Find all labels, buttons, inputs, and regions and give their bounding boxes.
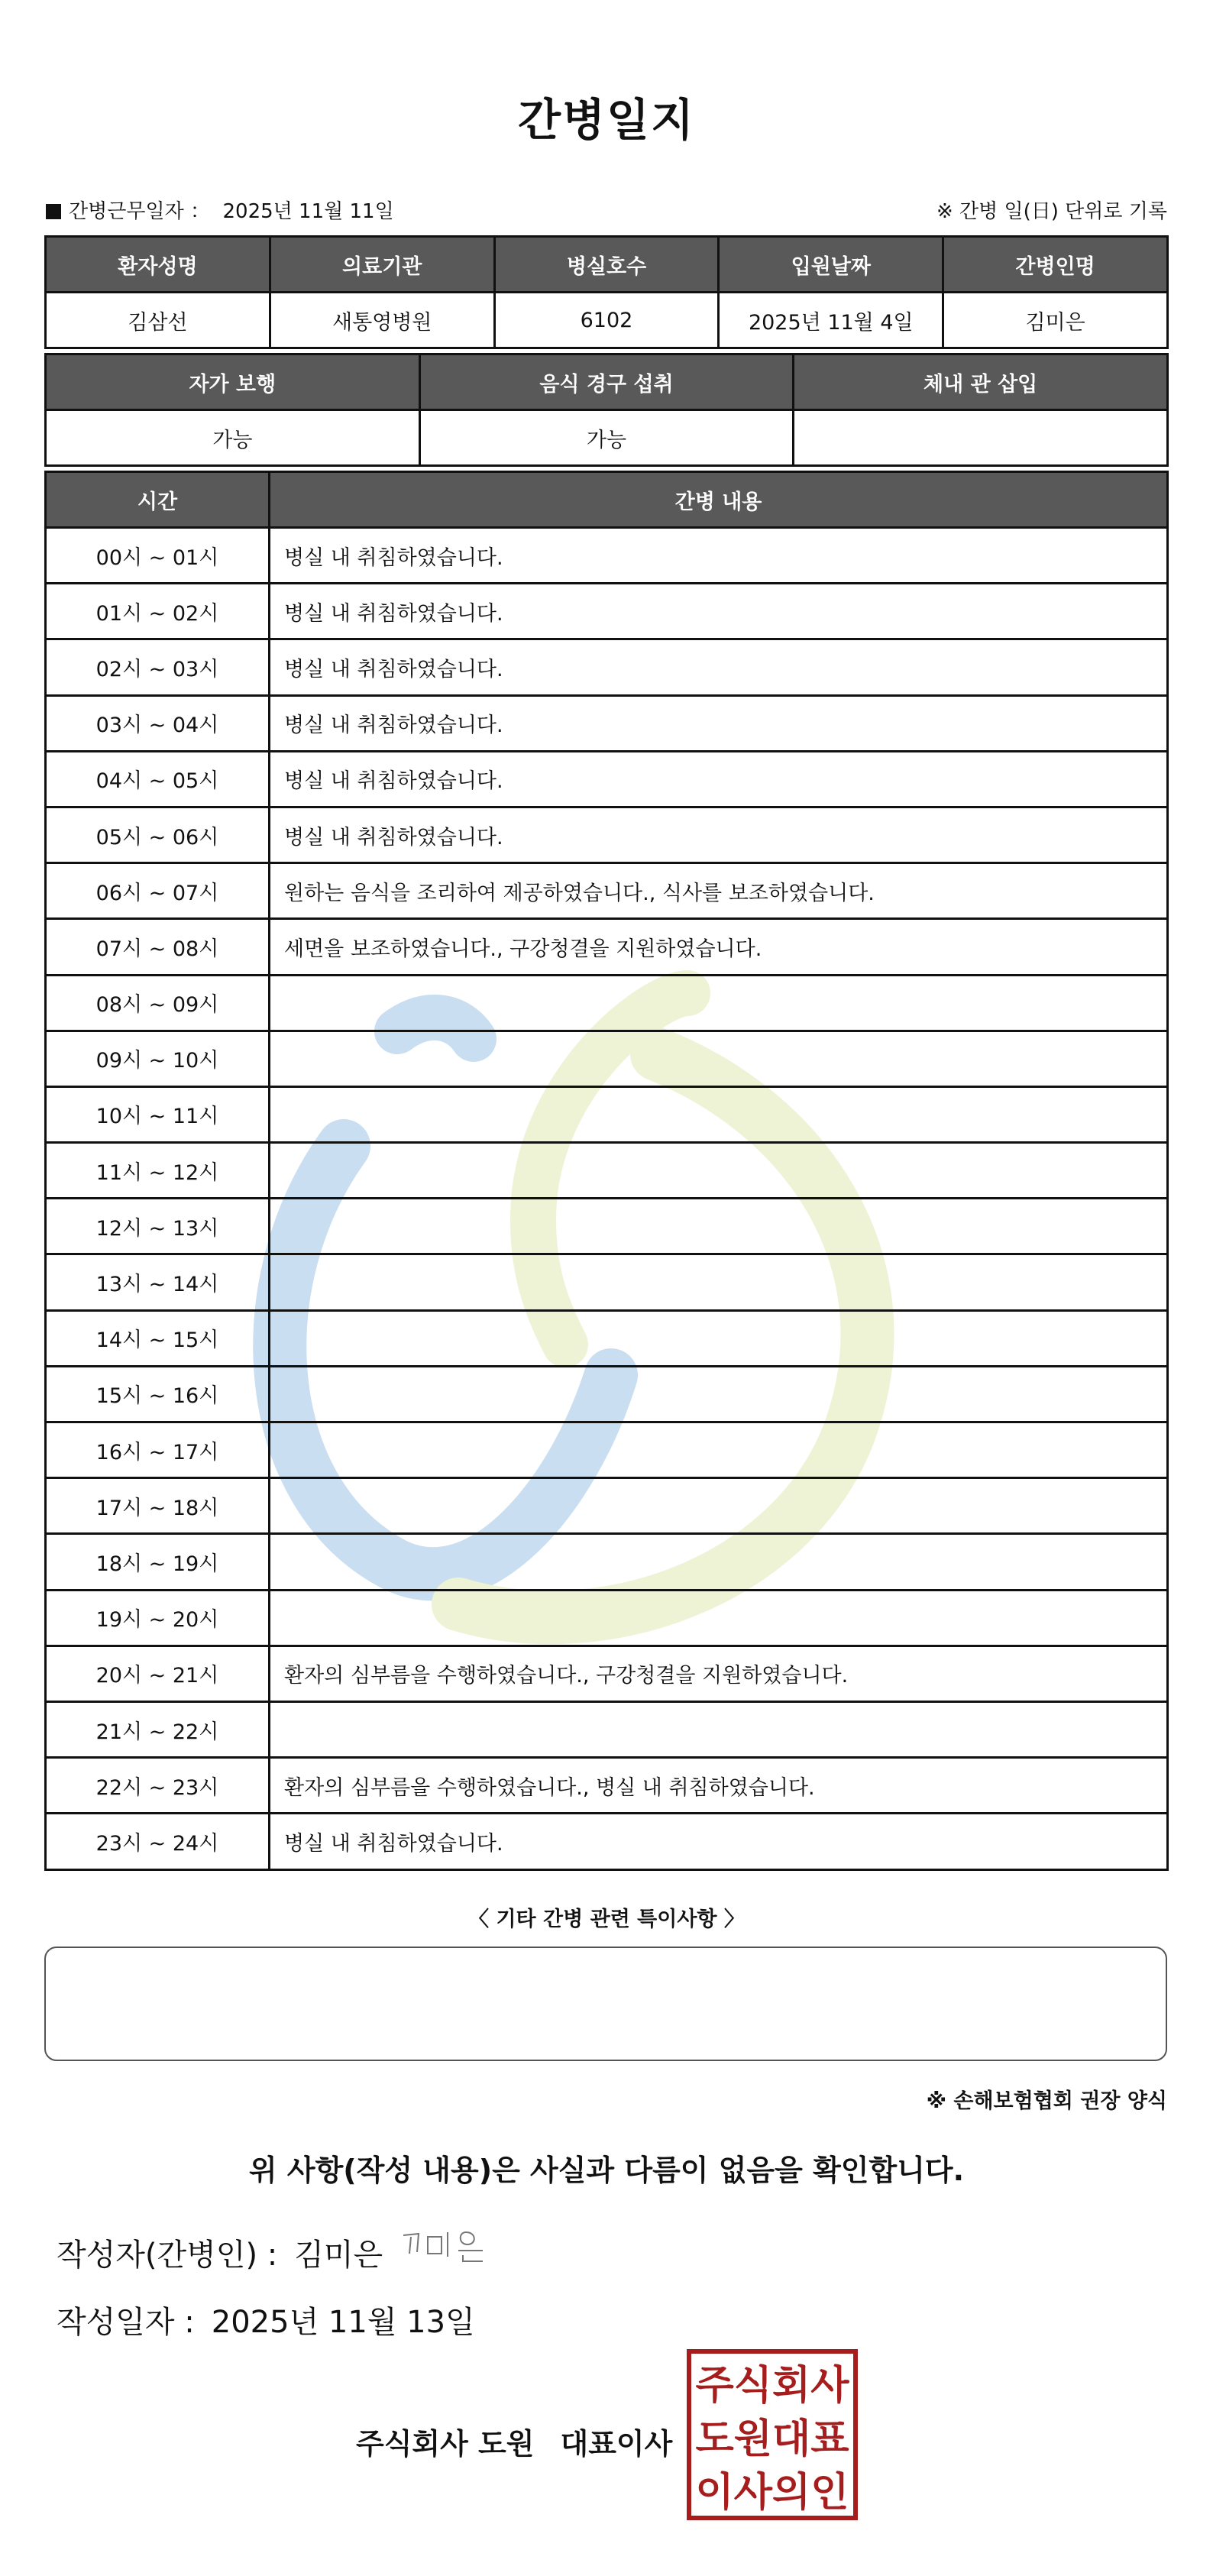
care-content-cell [270,1086,1168,1142]
table-row [46,863,1168,919]
care-content-cell: 병실 내 취침하였습니다. [270,584,1168,639]
company-seal-icon [686,2348,859,2521]
written-date-label: 작성일자 : [57,2305,195,2340]
care-log-rows [46,528,1168,1870]
table-row [46,1758,1168,1814]
header-care-content: 간병 내용 [270,472,1168,528]
care-content-cell [270,1366,1168,1422]
time-cell: 03시 ~ 04시 [46,695,270,751]
table-row [46,1646,1168,1701]
self-walking: 가능 [46,410,420,466]
time-cell: 13시 ~ 14시 [46,1254,270,1310]
time-cell: 11시 ~ 12시 [46,1143,270,1199]
care-content-cell: 환자의 심부름을 수행하였습니다., 병실 내 취침하였습니다. [270,1758,1168,1814]
notes-box [44,1947,1167,2061]
table-row [46,1366,1168,1422]
work-date [46,196,394,224]
table-row [46,584,1168,639]
time-cell: 14시 ~ 15시 [46,1310,270,1366]
care-content-cell [270,1590,1168,1646]
care-log-table [44,471,1169,1871]
svg-text:주식회사: 주식회사 [695,2363,849,2409]
table-row [46,919,1168,975]
care-content-cell: 병실 내 취침하였습니다. [270,751,1168,807]
care-content-cell: 병실 내 취침하였습니다. [270,695,1168,751]
written-date-line [57,2298,475,2341]
time-cell: 20시 ~ 21시 [46,1646,270,1701]
table-row [46,1814,1168,1869]
work-date-row [46,191,1167,225]
table-row [46,751,1168,807]
care-content-cell [270,975,1168,1031]
header-patient-name: 환자성명 [46,237,270,293]
time-cell: 22시 ~ 23시 [46,1758,270,1814]
table-row [46,975,1168,1031]
time-cell: 12시 ~ 13시 [46,1199,270,1254]
table-row [46,1310,1168,1366]
time-cell: 04시 ~ 05시 [46,751,270,807]
header-time: 시간 [46,472,270,528]
header-oral-intake: 음식 경구 섭취 [419,354,794,410]
recommendation-note: ※ 손해보험협회 권장 양식 [926,2089,1167,2113]
care-content-cell [270,1254,1168,1310]
hospital: 새통영병원 [270,293,494,348]
time-cell: 16시 ~ 17시 [46,1422,270,1478]
table-row [46,1534,1168,1590]
care-content-cell [270,1031,1168,1086]
table-row [46,528,1168,584]
company-name: 주식회사 도원 [356,2427,535,2461]
writer-line [57,2231,383,2274]
table-row [46,1086,1168,1142]
time-cell: 21시 ~ 22시 [46,1701,270,1757]
company-line [356,2420,672,2462]
header-caregiver-name: 간병인명 [943,237,1168,293]
time-cell: 07시 ~ 08시 [46,919,270,975]
confirmation-statement: 위 사항(작성 내용)은 사실과 다름이 없음을 확인합니다. [248,2154,965,2187]
care-content-cell: 세면을 보조하였습니다., 구강청결을 지원하였습니다. [270,919,1168,975]
time-cell: 09시 ~ 10시 [46,1031,270,1086]
patient-info-table [44,235,1169,349]
care-content-cell: 병실 내 취침하였습니다. [270,1814,1168,1869]
time-cell: 00시 ~ 01시 [46,528,270,584]
time-cell: 02시 ~ 03시 [46,639,270,695]
header-self-walking: 자가 보행 [46,354,420,410]
square-bullet-icon [46,204,61,219]
company-title: 대표이사 [560,2427,673,2461]
header-hospital: 의료기관 [270,237,494,293]
svg-text:도원대표: 도원대표 [695,2416,849,2462]
care-content-cell: 병실 내 취침하였습니다. [270,639,1168,695]
header-admission-date: 입원날짜 [719,237,943,293]
patient-status-table [44,353,1169,467]
time-cell: 08시 ~ 09시 [46,975,270,1031]
care-content-cell: 원하는 음식을 조리하여 제공하였습니다., 식사를 보조하였습니다. [270,863,1168,919]
svg-text:이사의인: 이사의인 [695,2470,849,2516]
time-cell: 17시 ~ 18시 [46,1478,270,1534]
time-cell: 10시 ~ 11시 [46,1086,270,1142]
care-content-cell [270,1478,1168,1534]
writer-name: 김미은 [294,2238,383,2273]
tube-insertion [794,410,1168,466]
table-row [46,1590,1168,1646]
time-cell: 23시 ~ 24시 [46,1814,270,1869]
page-title: 간병일지 [517,94,696,146]
notes-title: 〈 기타 간병 관련 특이사항 〉 [468,1908,745,1931]
table-row [46,1199,1168,1254]
table-row [46,695,1168,751]
care-content-cell [270,1199,1168,1254]
writer-label: 작성자(간병인) : [57,2238,278,2273]
time-cell: 18시 ~ 19시 [46,1534,270,1590]
care-content-cell [270,1534,1168,1590]
care-content-cell: 병실 내 취침하였습니다. [270,807,1168,862]
work-date-value: 2025년 11월 11일 [222,200,394,223]
time-cell: 05시 ~ 06시 [46,807,270,862]
handwritten-signature-icon [397,2222,504,2267]
time-cell: 06시 ~ 07시 [46,863,270,919]
time-cell: 15시 ~ 16시 [46,1366,270,1422]
time-cell: 19시 ~ 20시 [46,1590,270,1646]
table-row [46,1031,1168,1086]
written-date-value: 2025년 11월 13일 [211,2305,475,2340]
table-row [46,807,1168,862]
care-content-cell: 병실 내 취침하였습니다. [270,528,1168,584]
care-content-cell [270,1422,1168,1478]
care-content-cell: 환자의 심부름을 수행하였습니다., 구강청결을 지원하였습니다. [270,1646,1168,1701]
table-row [46,1701,1168,1757]
header-tube-insertion: 체내 관 삽입 [794,354,1168,410]
room-number: 6102 [494,293,719,348]
header-room-number: 병실호수 [494,237,719,293]
daily-record-note: ※ 간병 일(日) 단위로 기록 [936,200,1167,223]
table-row [46,1254,1168,1310]
work-date-label: 간병근무일자 ： [69,200,210,223]
oral-intake: 가능 [419,410,794,466]
patient-name: 김삼선 [46,293,270,348]
care-content-cell [270,1310,1168,1366]
table-row [46,1143,1168,1199]
care-content-cell [270,1143,1168,1199]
time-cell: 01시 ~ 02시 [46,584,270,639]
care-content-cell [270,1701,1168,1757]
caregiver-name: 김미은 [943,293,1168,348]
table-row [46,1478,1168,1534]
table-row [46,1422,1168,1478]
table-row [46,639,1168,695]
admission-date: 2025년 11월 4일 [719,293,943,348]
